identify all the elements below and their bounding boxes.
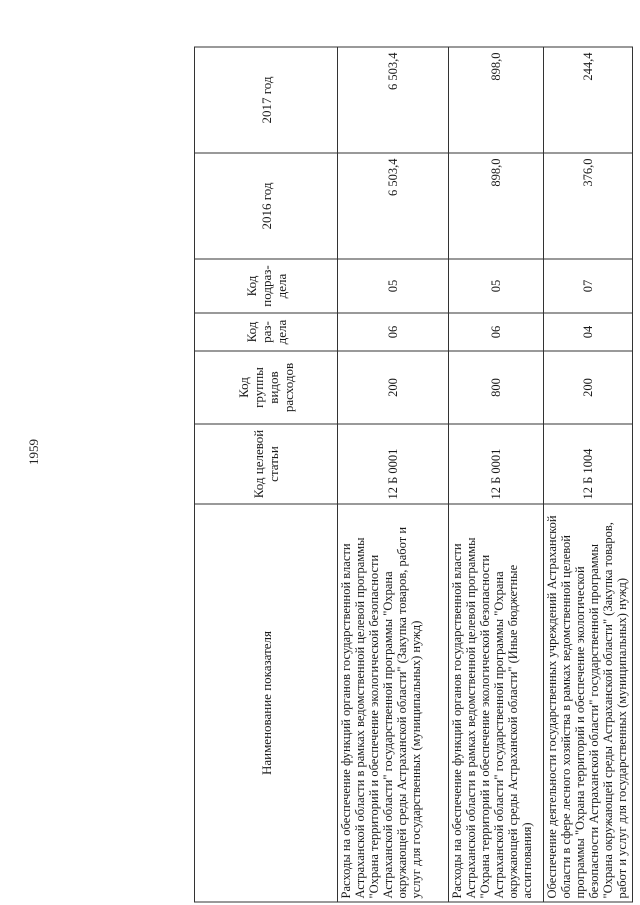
row-expense-group: 200 [544, 351, 633, 424]
row-year-2016: 898,0 [449, 153, 544, 259]
row-year-2017: 6 503,4 [338, 47, 449, 153]
row-name: Расходы на обеспечение функций органов государственной власти Астраханской области в рамках ведомственной целевой программы "Охрана территорий и обеспечение экологической безопасности Астраханской области" государственной программы "Охрана окружающей среды Астраханской области" (Иные бюджетные ассигнования) [449, 504, 544, 902]
budget-table [194, 47, 633, 903]
row-year-2017: 898,0 [449, 47, 544, 153]
header-subsection: Код подраз-дела [195, 259, 338, 313]
row-expense-group: 800 [449, 351, 544, 424]
row-section: 06 [338, 313, 449, 351]
row-name: Расходы на обеспечение функций органов государственной власти Астраханской области в рамках ведомственной целевой программы "Охрана территорий и обеспечение экологической безопасности Астраханской области" государственной программы "Охрана окружающей среды Астраханской области" (Закупка товаров, работ и услуг для государственных (муниципальных) нужд) [338, 504, 449, 902]
row-subsection: 07 [544, 259, 633, 313]
rotated-table-container [194, 48, 629, 903]
table-row [449, 47, 544, 902]
header-year-2016: 2016 год [195, 153, 338, 259]
header-expense-group: Код группы видов расходов [195, 351, 338, 424]
row-year-2016: 6 503,4 [338, 153, 449, 259]
table-header-row [195, 47, 338, 902]
row-subsection: 05 [338, 259, 449, 313]
row-name: Обеспечение деятельности государственных учреждений Астраханской области в сфере лесного хозяйства в рамках ведомственной целевой программы "Охрана территорий и обеспечение экологической безопасности Астраханской области" государственной программы "Охрана окружающей среды Астраханской области" (Закупка товаров, работ и услуг для государственных (муниципальных) нужд) [544, 504, 633, 902]
table-row [544, 47, 633, 902]
page-number: 1959 [26, 439, 41, 465]
row-target-code: 12 Б 1004 [544, 424, 633, 504]
header-year-2017: 2017 год [195, 47, 338, 153]
row-expense-group: 200 [338, 351, 449, 424]
row-subsection: 05 [449, 259, 544, 313]
row-section: 06 [449, 313, 544, 351]
row-target-code: 12 Б 0001 [338, 424, 449, 504]
header-section: Код раз-дела [195, 313, 338, 351]
header-name: Наименование показателя [195, 504, 338, 902]
header-target-code: Код целевой статьи [195, 424, 338, 504]
row-year-2016: 376,0 [544, 153, 633, 259]
row-year-2017: 244,4 [544, 47, 633, 153]
row-target-code: 12 Б 0001 [449, 424, 544, 504]
row-section: 04 [544, 313, 633, 351]
table-row [338, 47, 449, 902]
